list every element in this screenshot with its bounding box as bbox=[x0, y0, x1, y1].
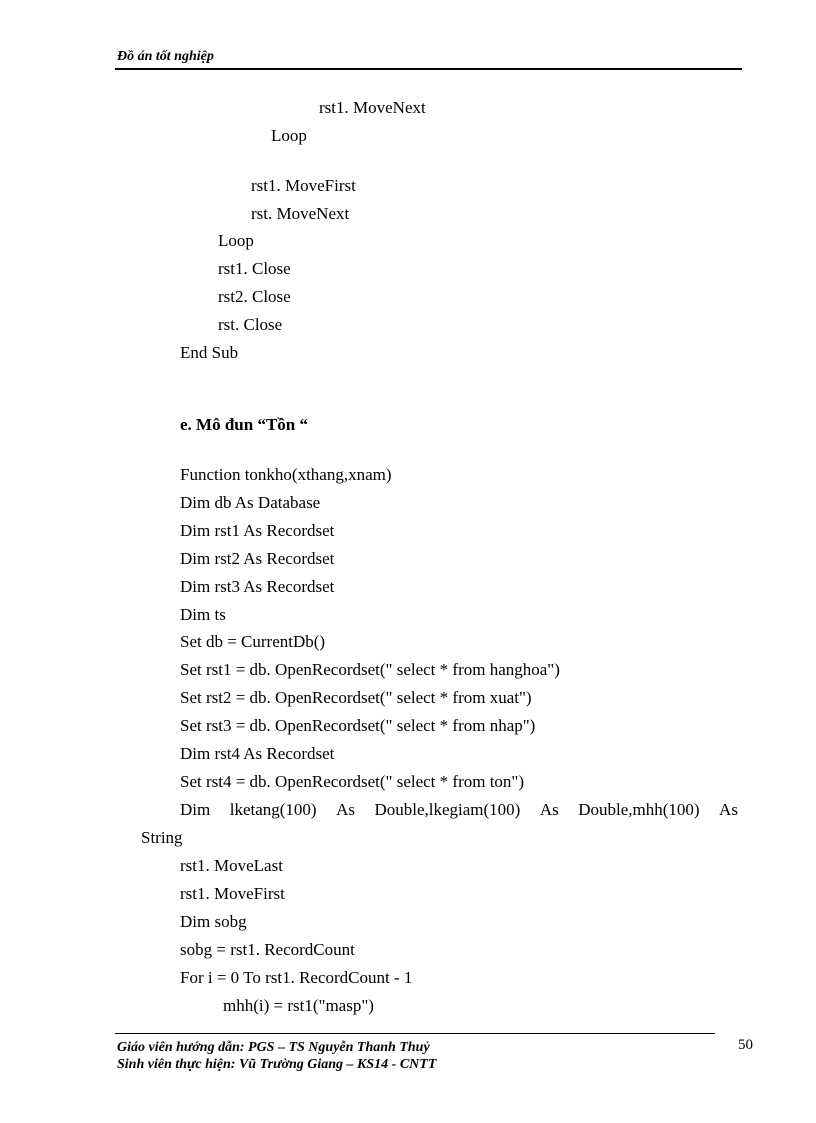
code-token: As bbox=[539, 800, 559, 819]
code-token: As bbox=[336, 800, 355, 819]
code-line: Dim db As Database bbox=[180, 493, 321, 512]
code-line: Loop bbox=[271, 126, 307, 145]
code-line: sobg = rst1. RecordCount bbox=[180, 940, 355, 959]
code-line: mhh(i) = rst1("masp") bbox=[223, 996, 374, 1015]
code-line: rst. Close bbox=[218, 315, 283, 334]
code-line: Set db = CurrentDb() bbox=[180, 632, 326, 651]
code-line: rst1. MoveFirst bbox=[251, 176, 356, 195]
footer-divider bbox=[115, 1033, 715, 1034]
code-token: Double,mhh(100) bbox=[578, 800, 700, 819]
section-heading: e. Mô đun “Tồn “ bbox=[180, 415, 308, 434]
code-line: Set rst3 = db. OpenRecordset(" select * from nhap") bbox=[180, 716, 536, 735]
code-line: Dim rst3 As Recordset bbox=[180, 577, 335, 596]
code-line: rst1. MoveLast bbox=[180, 856, 283, 875]
code-line-justified bbox=[180, 800, 738, 820]
code-line: rst1. MoveFirst bbox=[180, 884, 285, 903]
code-line: Dim rst1 As Recordset bbox=[180, 521, 335, 540]
code-line: rst1. MoveNext bbox=[319, 98, 426, 117]
code-line: Loop bbox=[218, 231, 254, 250]
code-line: rst1. Close bbox=[218, 259, 291, 278]
code-line: String bbox=[141, 828, 183, 847]
code-line: Dim sobg bbox=[180, 912, 247, 931]
code-line: rst2. Close bbox=[218, 287, 291, 306]
code-token: As bbox=[719, 800, 738, 819]
code-token: Double,lkegiam(100) bbox=[374, 800, 521, 819]
code-token: lketang(100) bbox=[229, 800, 317, 819]
code-line: End Sub bbox=[180, 343, 239, 362]
code-line: Dim rst2 As Recordset bbox=[180, 549, 335, 568]
code-line: Dim rst4 As Recordset bbox=[180, 744, 335, 763]
code-line: rst. MoveNext bbox=[251, 204, 350, 223]
code-line: Set rst2 = db. OpenRecordset(" select * from xuat") bbox=[180, 688, 532, 707]
code-line: Set rst4 = db. OpenRecordset(" select * from ton") bbox=[180, 772, 525, 791]
code-token: Dim bbox=[180, 800, 211, 819]
header-divider bbox=[115, 68, 742, 70]
code-line: Set rst1 = db. OpenRecordset(" select * from hanghoa") bbox=[180, 660, 560, 679]
code-line: Dim ts bbox=[180, 605, 226, 624]
code-line: Function tonkho(xthang,xnam) bbox=[180, 465, 392, 484]
code-line: For i = 0 To rst1. RecordCount - 1 bbox=[180, 968, 413, 987]
footer-advisor: Giáo viên hướng dẫn: PGS – TS Nguyễn Thanh Thuỷ bbox=[117, 1040, 430, 1055]
page-number: 50 bbox=[738, 1037, 753, 1053]
footer-student: Sinh viên thực hiện: Vũ Trường Giang – KS14 - CNTT bbox=[117, 1057, 437, 1072]
header-title: Đồ án tốt nghiệp bbox=[117, 49, 214, 64]
